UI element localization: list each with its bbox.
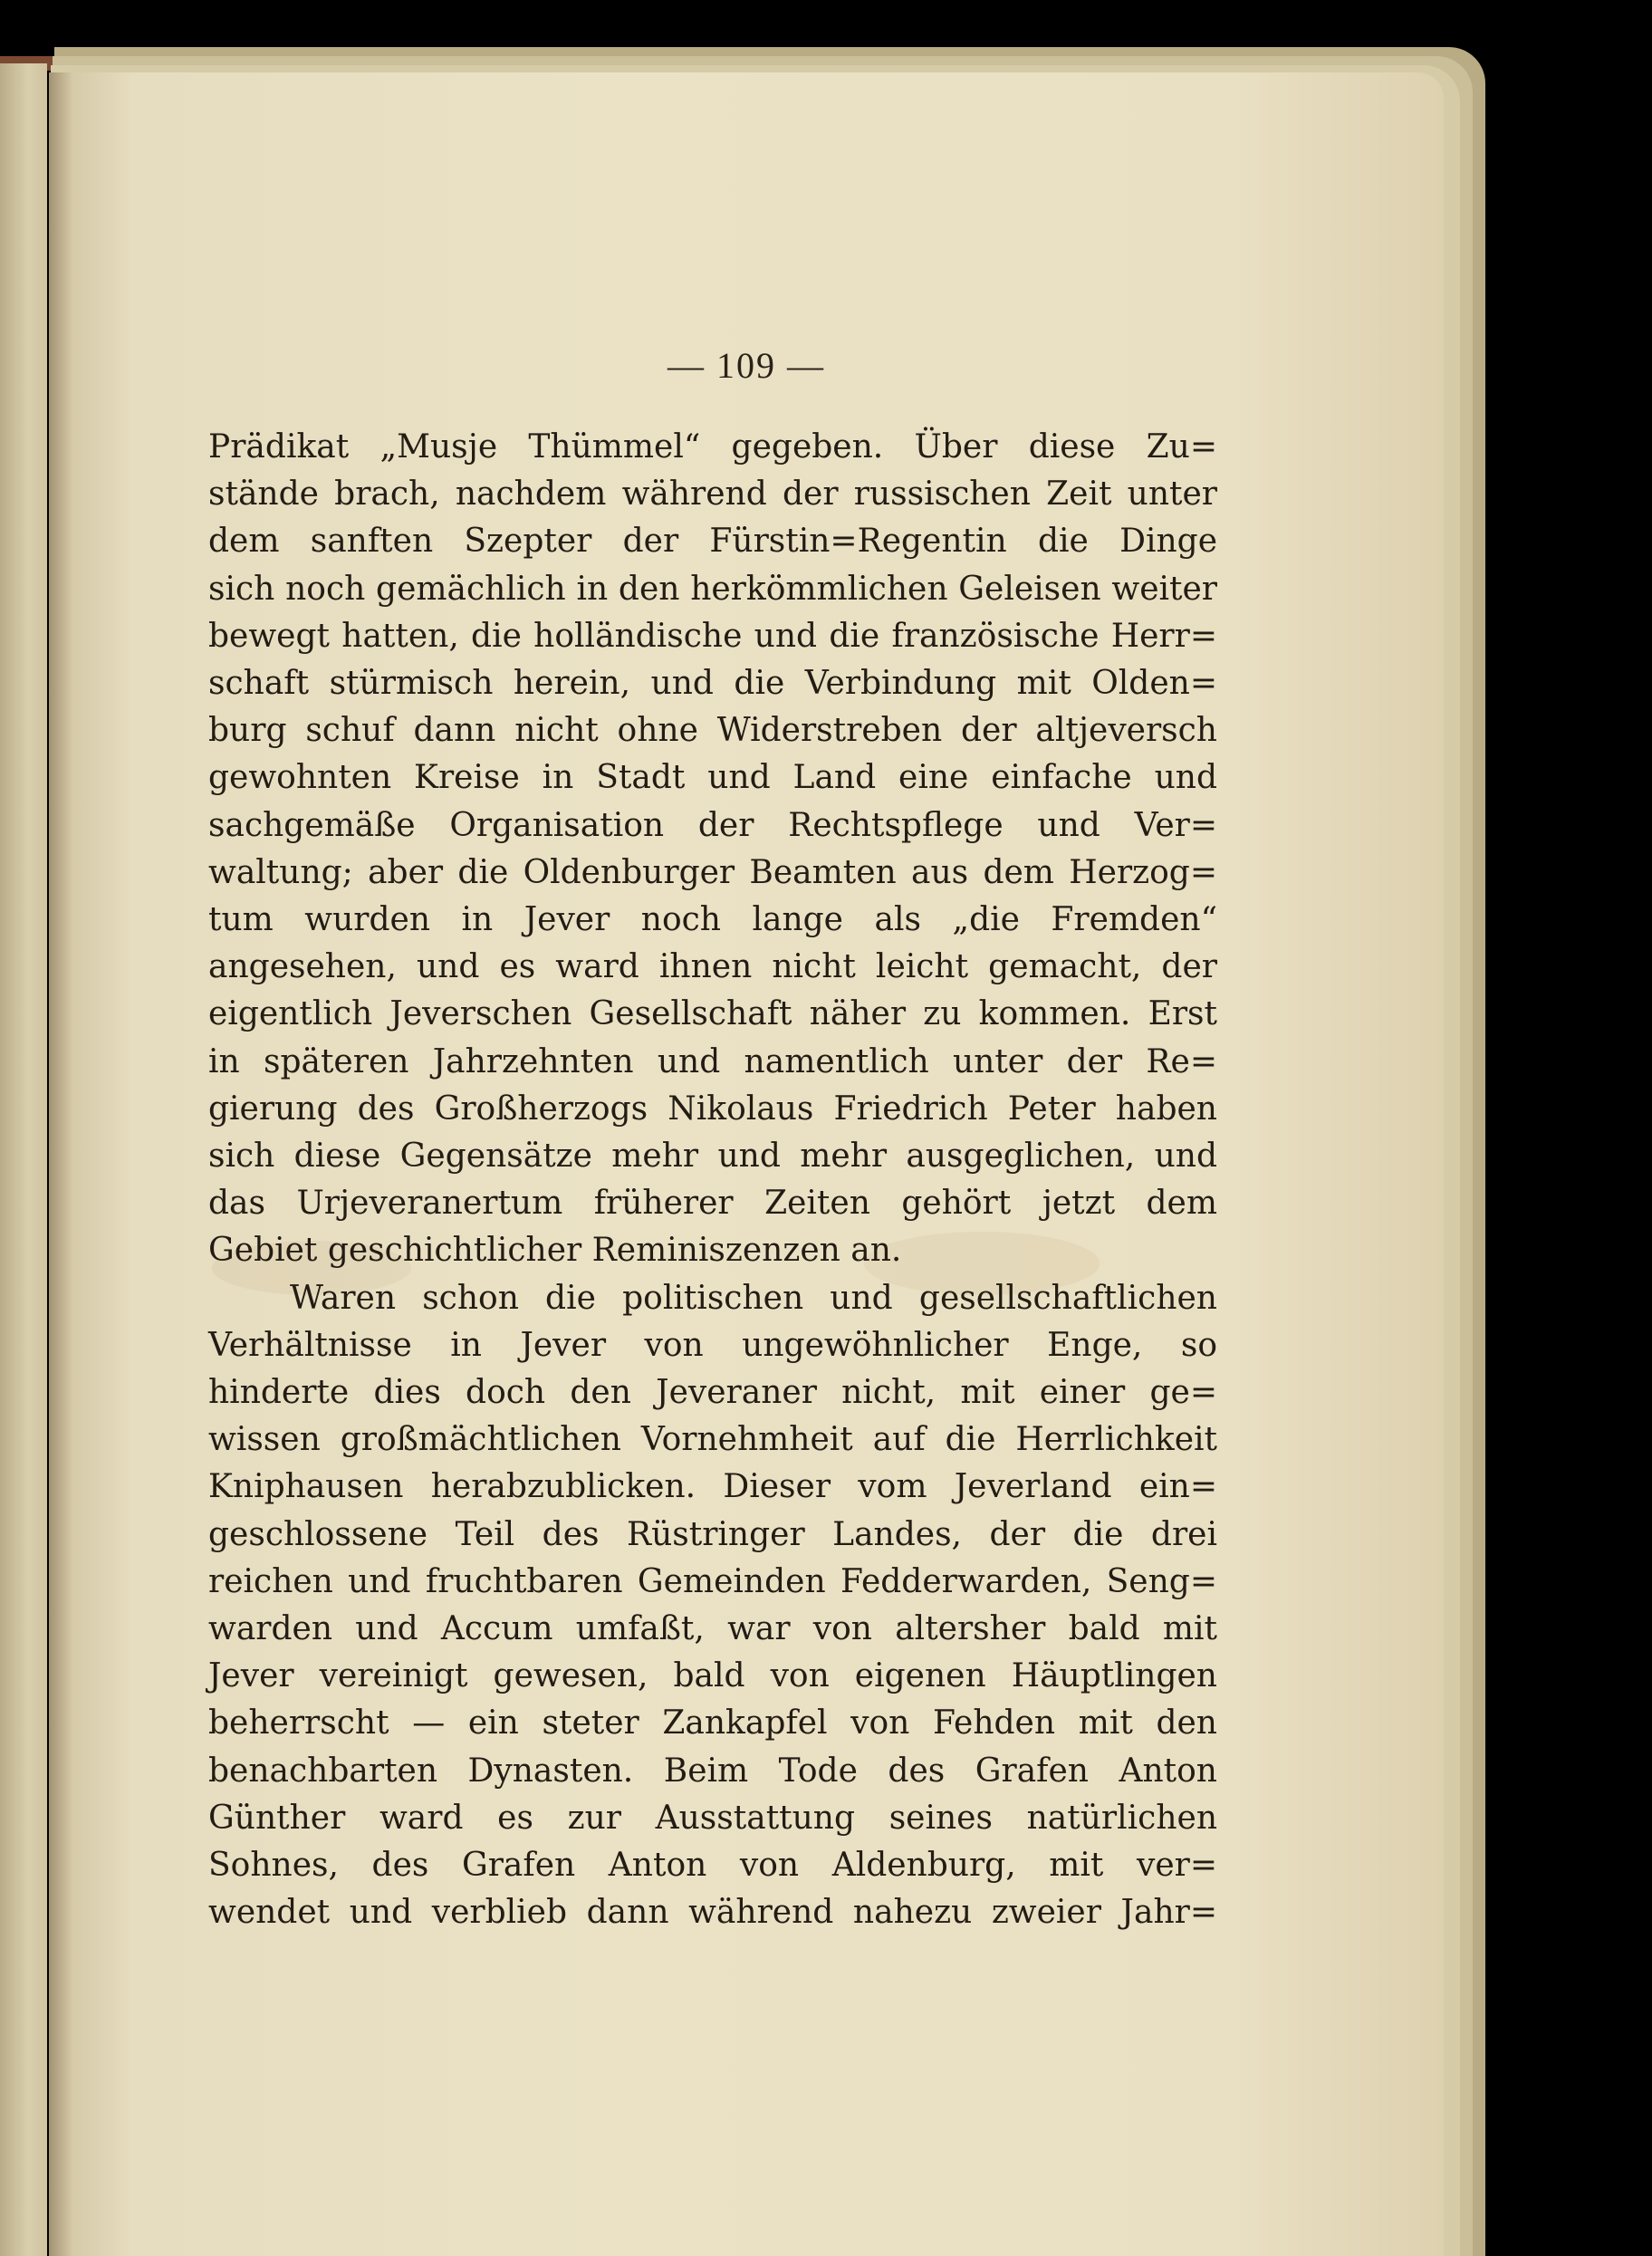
text-line: Sohnes, des Grafen Anton von Aldenburg, mit ver= bbox=[208, 1847, 1217, 1885]
text-line: Prädikat „Musje Thümmel“ gegeben. Über diese Zu= bbox=[208, 428, 1217, 466]
spine-shadow bbox=[49, 72, 72, 2256]
text-line: Jever vereinigt gewesen, bald von eigenen Häuptlingen bbox=[208, 1657, 1217, 1695]
paragraph-2 bbox=[208, 1275, 1217, 1937]
left-page-edge bbox=[0, 63, 47, 2256]
text-line: hinderte dies doch den Jeveraner nicht, mit einer ge= bbox=[208, 1374, 1217, 1412]
book-page bbox=[49, 72, 1444, 2256]
text-line: angesehen, und es ward ihnen nicht leicht gemacht, der bbox=[208, 948, 1217, 986]
text-line: in späteren Jahrzehnten und namentlich unter der Re= bbox=[208, 1042, 1217, 1080]
text-line: wendet und verblieb dann während nahezu zweier Jahr= bbox=[208, 1894, 1217, 1932]
text-line: sachgemäße Organisation der Rechtspflege und Ver= bbox=[208, 806, 1217, 844]
text-line: warden und Accum umfaßt, war von altersher bald mit bbox=[208, 1610, 1217, 1648]
text-line: Kniphausen herabzublicken. Dieser vom Jeverland ein= bbox=[208, 1468, 1217, 1506]
text-line: bewegt hatten, die holländische und die französische Herr= bbox=[208, 617, 1217, 655]
paragraph-1 bbox=[208, 424, 1217, 1275]
text-line: eigentlich Jeverschen Gesellschaft näher zu kommen. Erst bbox=[208, 995, 1217, 1033]
text-line: burg schuf dann nicht ohne Widerstreben der altjeversch bbox=[208, 712, 1217, 750]
body-text bbox=[208, 424, 1217, 1937]
text-line: tum wurden in Jever noch lange als „die Fremden“ bbox=[208, 901, 1217, 939]
text-line: sich diese Gegensätze mehr und mehr ausgeglichen, und bbox=[208, 1138, 1217, 1176]
text-line: geschlossene Teil des Rüstringer Landes, der die drei bbox=[208, 1515, 1217, 1553]
text-line: Gebiet geschichtlicher Reminiszenzen an. bbox=[208, 1232, 902, 1270]
text-line: gewohnten Kreise in Stadt und Land eine einfache und bbox=[208, 759, 1217, 797]
text-line: benachbarten Dynasten. Beim Tode des Grafen Anton bbox=[208, 1752, 1217, 1790]
text-line: Waren schon die politischen und gesellschaftlichen bbox=[290, 1279, 1217, 1317]
text-line: Verhältnisse in Jever von ungewöhnlicher Enge, so bbox=[208, 1326, 1217, 1364]
text-line: beherrscht — ein steter Zankapfel von Fehden mit den bbox=[208, 1704, 1217, 1742]
text-line: gierung des Großherzogs Nikolaus Friedrich Peter haben bbox=[208, 1090, 1217, 1128]
text-line: das Urjeveranertum früherer Zeiten gehört jetzt dem bbox=[208, 1185, 1217, 1223]
text-line: wissen großmächtlichen Vornehmheit auf die Herrlichkeit bbox=[208, 1421, 1217, 1459]
text-line: stände brach, nachdem während der russischen Zeit unter bbox=[208, 475, 1217, 514]
text-line: waltung; aber die Oldenburger Beamten aus dem Herzog= bbox=[208, 853, 1217, 891]
text-line: Günther ward es zur Ausstattung seines natürlichen bbox=[208, 1799, 1217, 1837]
text-line: dem sanften Szepter der Fürstin=Regentin die Dinge bbox=[208, 523, 1217, 561]
page-number: — 109 — bbox=[668, 345, 825, 386]
text-line: reichen und fruchtbaren Gemeinden Fedderwarden, Seng= bbox=[208, 1562, 1217, 1600]
text-line: sich noch gemächlich in den herkömmlichen Geleisen weiter bbox=[208, 570, 1217, 608]
text-line: schaft stürmisch herein, und die Verbindung mit Olden= bbox=[208, 665, 1217, 703]
